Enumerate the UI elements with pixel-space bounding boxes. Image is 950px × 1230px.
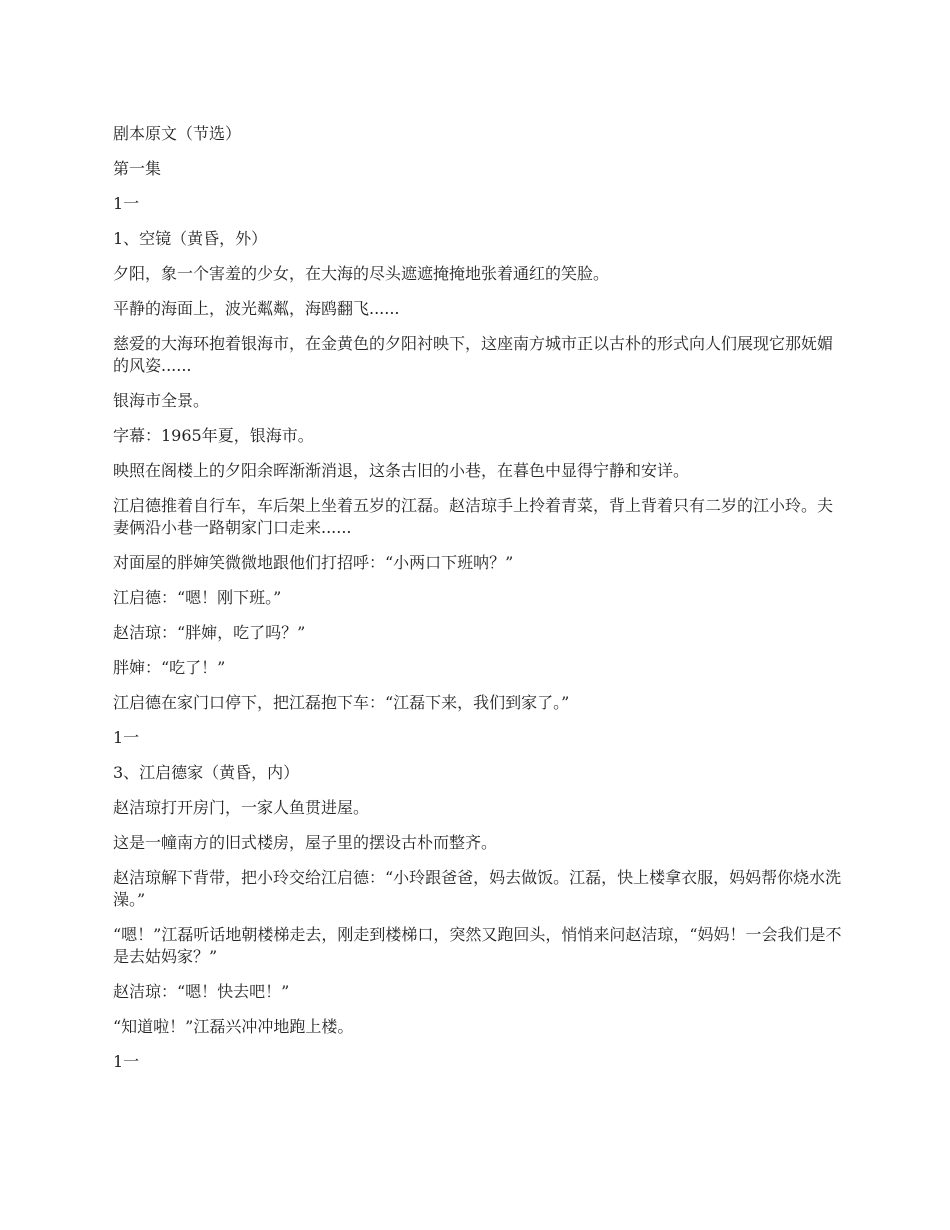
episode-heading: 第一集: [113, 159, 162, 178]
paragraph: 银海市全景。: [113, 391, 210, 410]
document-page: [113, 123, 843, 1086]
paragraph: 赵洁琼打开房门，一家人鱼贯进屋。: [113, 798, 370, 817]
dialogue-line: 赵洁琼：“胖婶，吃了吗？”: [113, 623, 306, 642]
scene-marker: 1一: [113, 194, 140, 213]
paragraph: 江启德推着自行车，车后架上坐着五岁的江磊。赵洁琼手上拎着青菜，背上背着只有二岁的江小玲。夫妻俩沿小巷一路朝家门口走来......: [113, 496, 834, 537]
dialogue-line: “嗯！”江磊听话地朝楼梯走去，刚走到楼梯口，突然又跑回头，悄悄来问赵洁琼，“妈妈！一会我们是不是去姑妈家？”: [113, 925, 842, 966]
paragraph: 字幕：1965年夏，银海市。: [113, 426, 314, 445]
paragraph: 这是一幢南方的旧式楼房，屋子里的摆设古朴而整齐。: [113, 833, 498, 852]
scene-heading: 3、江启德家（黄昏，内）: [113, 763, 300, 782]
doc-title: 剧本原文（节选）: [113, 124, 242, 143]
dialogue-line: 赵洁琼：“嗯！快去吧！”: [113, 982, 290, 1001]
dialogue-line: 赵洁琼解下背带，把小玲交给江启德：“小玲跟爸爸，妈去做饭。江磊，快上楼拿衣服，妈妈帮你烧水洗澡。”: [113, 868, 842, 909]
scene-marker: 1一: [113, 728, 140, 747]
paragraph: 慈爱的大海环抱着银海市，在金黄色的夕阳衬映下，这座南方城市正以古朴的形式向人们展现它那妩媚的风姿......: [113, 334, 834, 375]
paragraph: 夕阳，象一个害羞的少女，在大海的尽头遮遮掩掩地张着通红的笑脸。: [113, 264, 610, 283]
dialogue-line: 江启德：“嗯！刚下班。”: [113, 588, 282, 607]
scene-heading: 1、空镜（黄昏，外）: [113, 229, 268, 248]
dialogue-line: 对面屋的胖婶笑微微地跟他们打招呼：“小两口下班呐？”: [113, 553, 514, 572]
scene-marker: 1一: [113, 1052, 140, 1071]
dialogue-line: 胖婶：“吃了！”: [113, 658, 226, 677]
paragraph: 平静的海面上，波光粼粼，海鸥翻飞......: [113, 299, 400, 318]
paragraph: 映照在阁楼上的夕阳余晖渐渐消退，这条古旧的小巷，在暮色中显得宁静和安详。: [113, 461, 690, 480]
dialogue-line: 江启德在家门口停下，把江磊抱下车：“江磊下来，我们到家了。”: [113, 693, 570, 712]
dialogue-line: “知道啦！”江磊兴冲冲地跑上楼。: [113, 1017, 354, 1036]
